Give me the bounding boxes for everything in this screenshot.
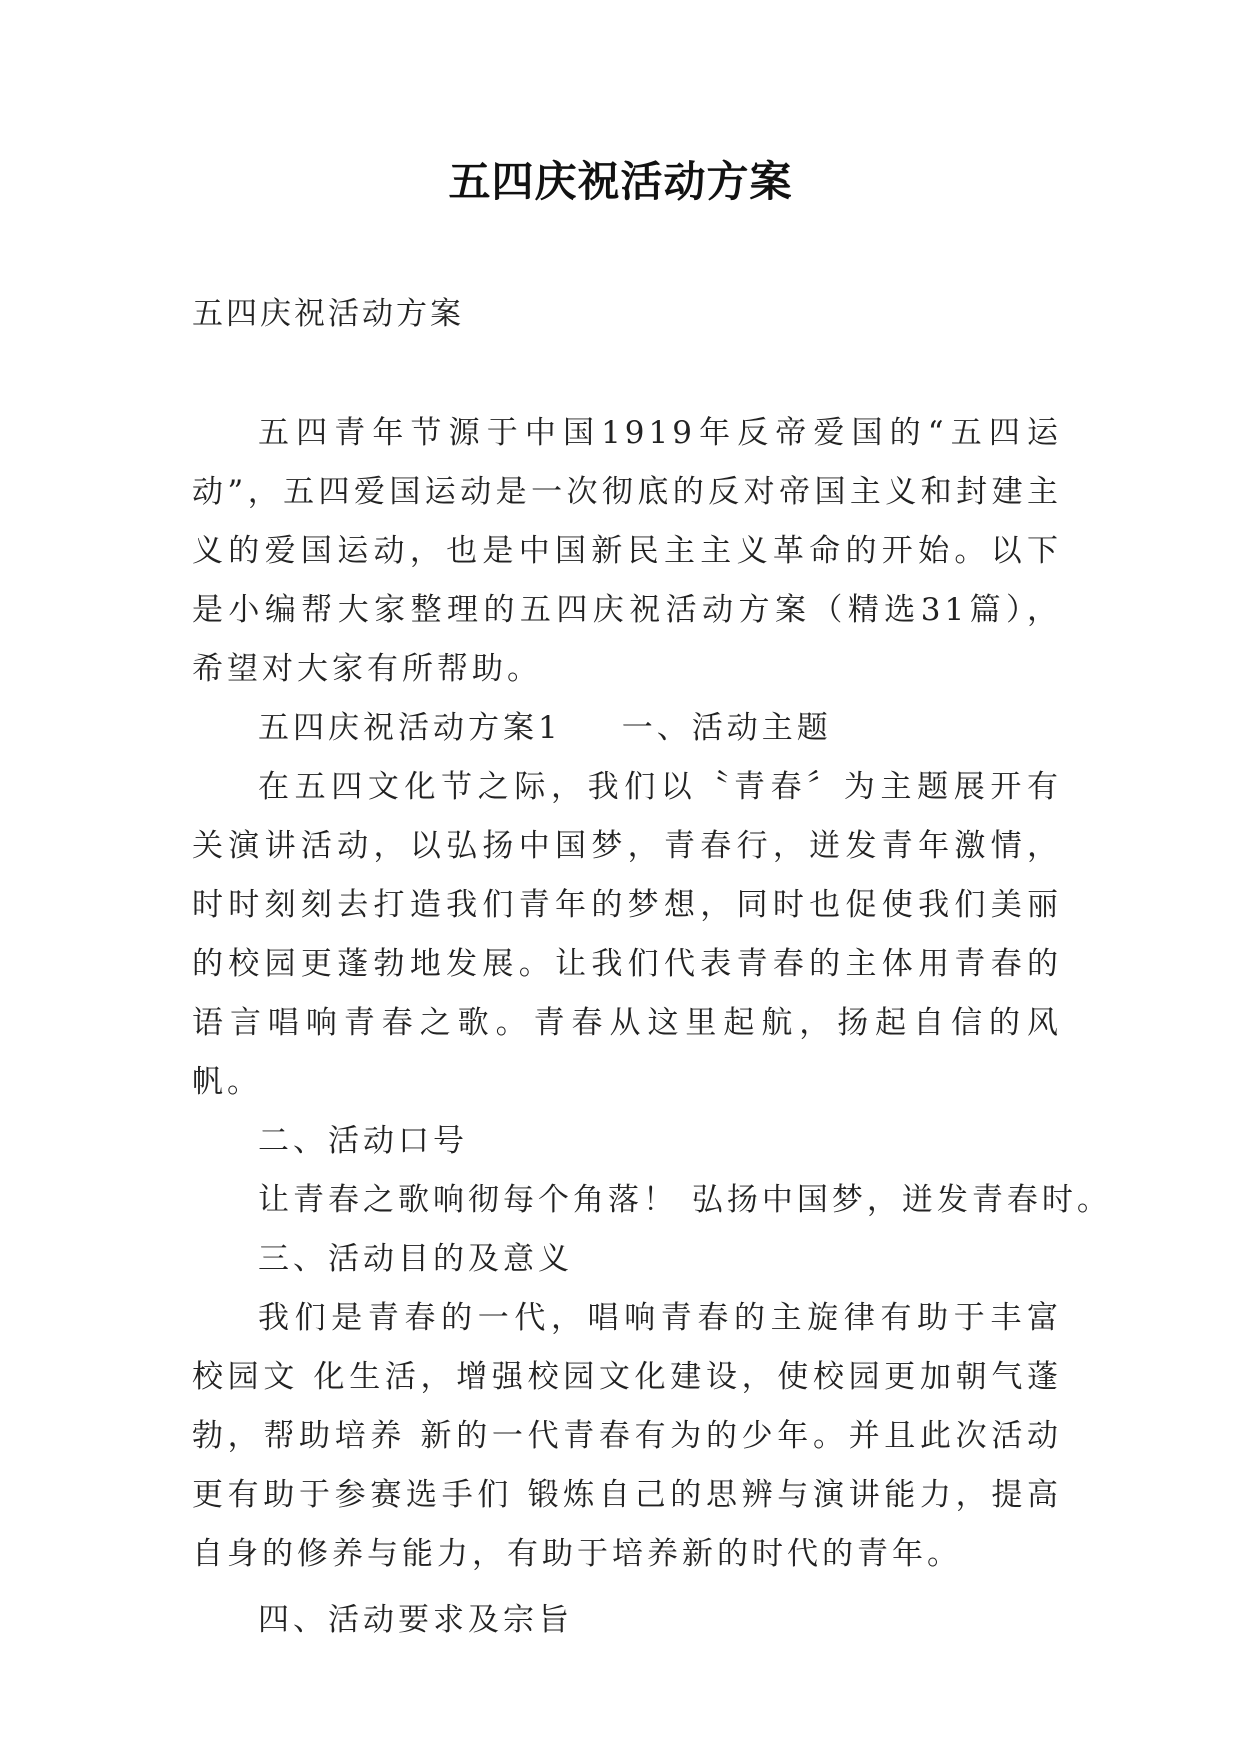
section2-heading: 二、活动口号 — [258, 1123, 468, 1159]
plan1-label: 五四庆祝活动方案1 — [258, 710, 562, 746]
section3-paragraph: 我们是青春的一代，唱响青春的主旋律有助于丰富校园文 化生活，增强校园文化建设，使校园更加朝气蓬勃，帮助培养 新的一代青春有为的少年。并且此次活动更有助于参赛选手们 锻炼自己的思辨与演讲能力，提高自身的修养与能力，有助于培养新的时代的青年。 — [192, 1300, 1062, 1572]
section3-heading: 三、活动目的及意义 — [258, 1241, 573, 1277]
document-title: 五四庆祝活动方案 — [448, 157, 793, 206]
document-body — [192, 404, 1112, 1650]
section2-paragraph: 让青春之歌响彻每个角落！ 弘扬中国梦，迸发青春时。 — [258, 1182, 1112, 1218]
plan-heading-line — [192, 699, 1062, 758]
document-subtitle: 五四庆祝活动方案 — [192, 296, 464, 332]
intro-paragraph: 五四青年节源于中国1919年反帝爱国的“五四运动”，五四爱国运动是一次彻底的反对帝国主义和封建主义的爱国运动，也是中国新民主主义革命的开始。以下是小编帮大家整理的五四庆祝活动方案（精选31篇），希望对大家有所帮助。 — [192, 415, 1062, 687]
section4-heading: 四、活动要求及宗旨 — [258, 1602, 573, 1638]
section1-heading: 一、活动主题 — [621, 710, 832, 746]
section1-paragraph: 在五四文化节之际，我们以〝青春〞为主题展开有关演讲活动，以弘扬中国梦，青春行，迸发青年激情，时时刻刻去打造我们青年的梦想，同时也促使我们美丽的校园更蓬勃地发展。让我们代表青春的主体用青春的语言唱响青春之歌。青春从这里起航，扬起自信的风帆。 — [192, 769, 1062, 1100]
